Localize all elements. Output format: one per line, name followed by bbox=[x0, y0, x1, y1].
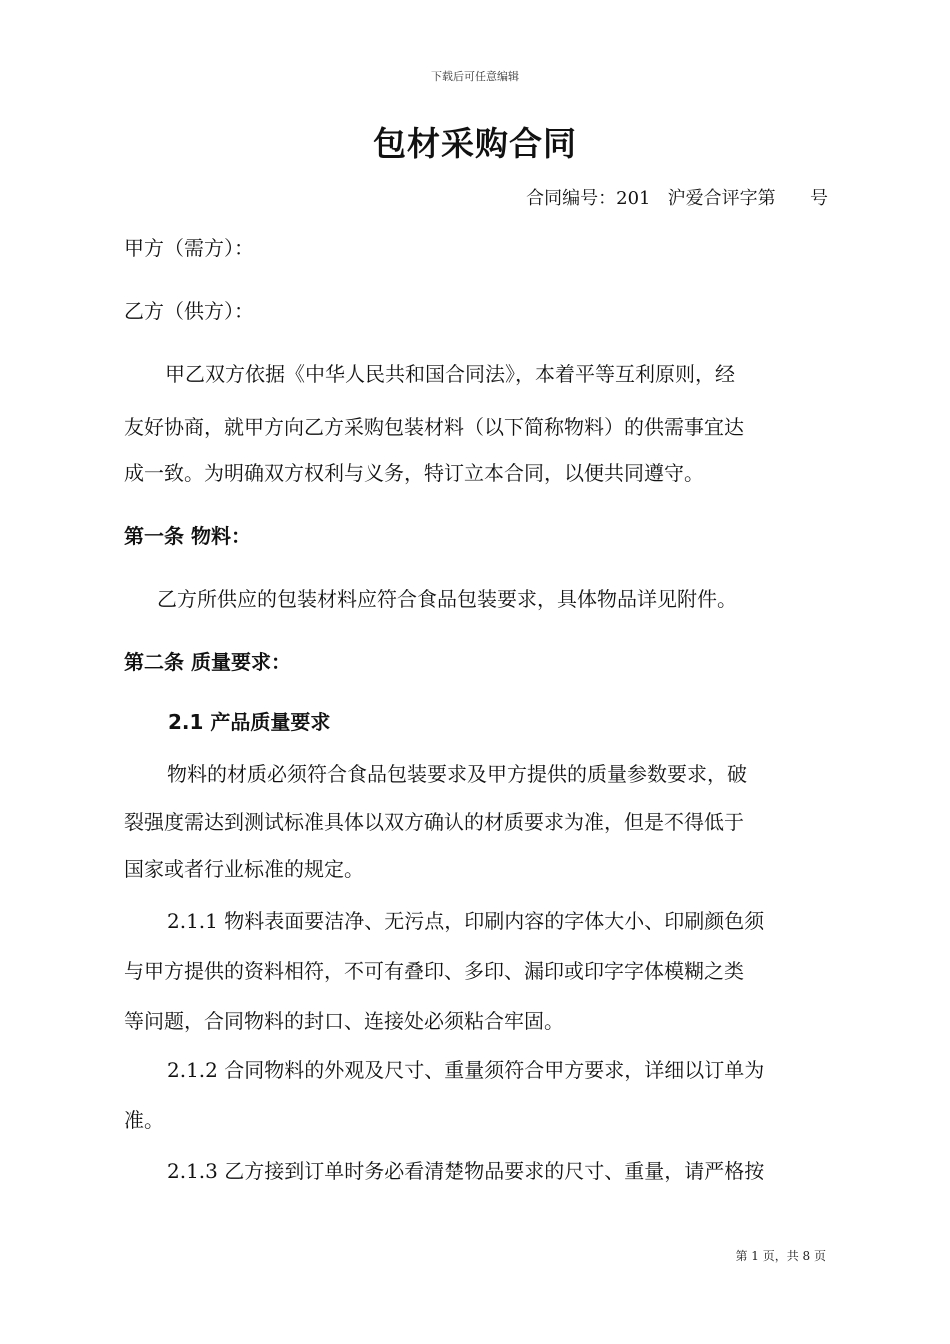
article-1-body: 乙方所供应的包装材料应符合食品包装要求，具体物品详见附件。 bbox=[157, 587, 737, 611]
clause-2-1-2-line-2: 准。 bbox=[124, 1108, 164, 1132]
header-note: 下载后可任意编辑 bbox=[431, 70, 519, 83]
document-title: 包材采购合同 bbox=[373, 124, 577, 163]
party-a-label: 甲方（需方）： bbox=[124, 236, 254, 260]
quality-para-1-line-3: 国家或者行业标准的规定。 bbox=[124, 857, 364, 881]
clause-2-1-1-line-2: 与甲方提供的资料相符，不可有叠印、多印、漏印或印字字体模糊之类 bbox=[124, 959, 744, 983]
article-1-heading: 第一条 物料： bbox=[124, 524, 251, 548]
intro-line-3: 成一致。为明确双方权利与义务，特订立本合同，以便共同遵守。 bbox=[124, 461, 704, 485]
article-2-subheading: 2.1 产品质量要求 bbox=[168, 710, 331, 734]
clause-2-1-2-line-1: 2.1.2 合同物料的外观及尺寸、重量须符合甲方要求，详细以订单为 bbox=[167, 1058, 765, 1082]
intro-line-1: 甲乙双方依据《中华人民共和国合同法》，本着平等互利原则，经 bbox=[165, 362, 735, 386]
quality-para-1-line-1: 物料的材质必须符合食品包装要求及甲方提供的质量参数要求，破 bbox=[167, 762, 747, 786]
contract-number: 合同编号：201 沪爱合评字第 号 bbox=[526, 188, 828, 209]
quality-para-1-line-2: 裂强度需达到测试标准具体以双方确认的材质要求为准，但是不得低于 bbox=[124, 810, 744, 834]
page-footer: 第 1 页，共 8 页 bbox=[735, 1249, 826, 1263]
article-2-heading: 第二条 质量要求： bbox=[124, 650, 291, 674]
clause-2-1-1-line-3: 等问题，合同物料的封口、连接处必须粘合牢固。 bbox=[124, 1009, 564, 1033]
intro-line-2: 友好协商，就甲方向乙方采购包装材料（以下简称物料）的供需事宜达 bbox=[124, 415, 744, 439]
clause-2-1-3-line-1: 2.1.3 乙方接到订单时务必看清楚物品要求的尺寸、重量，请严格按 bbox=[167, 1159, 765, 1183]
party-b-label: 乙方（供方）： bbox=[124, 299, 254, 323]
clause-2-1-1-line-1: 2.1.1 物料表面要洁净、无污点，印刷内容的字体大小、印刷颜色须 bbox=[167, 909, 765, 933]
